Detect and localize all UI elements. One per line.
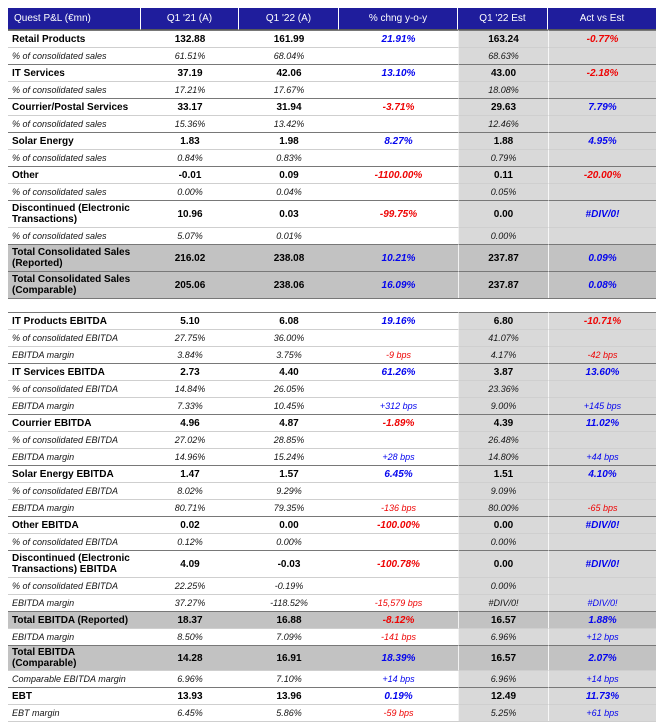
- act-vs-est-cell: 0.09%: [548, 244, 656, 271]
- pct-chng-yoy-cell: 19.16%: [339, 312, 458, 329]
- act-vs-est-cell: 13.60%: [548, 363, 656, 380]
- table-row: [8, 363, 656, 380]
- q1-22-actual-cell: 0.00: [239, 516, 339, 533]
- q1-22-actual-cell: 0.09: [239, 166, 339, 183]
- pct-chng-yoy-cell: [339, 149, 458, 166]
- q1-22-actual-cell: 17.67%: [239, 81, 339, 98]
- q1-22-est-cell: 0.11: [458, 166, 548, 183]
- row-label: % of consolidated sales: [8, 183, 141, 200]
- pct-chng-yoy-cell: 0.19%: [339, 687, 458, 704]
- q1-22-actual-cell: 79.35%: [239, 499, 339, 516]
- q1-21-actual-cell: 6.96%: [141, 670, 239, 687]
- q1-21-actual-cell: 0.12%: [141, 533, 239, 550]
- table-row: [8, 47, 656, 64]
- column-header-metric: Quest P&L (€mn): [8, 8, 141, 30]
- pct-chng-yoy-cell: 13.10%: [339, 64, 458, 81]
- row-label: Solar Energy: [8, 132, 141, 149]
- table-row: [8, 670, 656, 687]
- table-row: [8, 227, 656, 244]
- act-vs-est-cell: -20.00%: [548, 166, 656, 183]
- pct-chng-yoy-cell: [339, 227, 458, 244]
- act-vs-est-cell: [548, 47, 656, 64]
- row-label: EBT: [8, 687, 141, 704]
- q1-22-actual-cell: -0.03: [239, 550, 339, 577]
- q1-22-est-cell: 3.87: [458, 363, 548, 380]
- row-label: Retail Products: [8, 30, 141, 47]
- q1-22-actual-cell: 3.75%: [239, 346, 339, 363]
- act-vs-est-cell: +145 bps: [548, 397, 656, 414]
- row-label: Total EBITDA (Comparable): [8, 645, 141, 670]
- table-row: [8, 550, 656, 577]
- q1-21-actual-cell: 1.83: [141, 132, 239, 149]
- table-row: [8, 431, 656, 448]
- act-vs-est-cell: +61 bps: [548, 704, 656, 721]
- row-label: Other: [8, 166, 141, 183]
- pct-chng-yoy-cell: -59 bps: [339, 704, 458, 721]
- q1-21-actual-cell: 205.06: [141, 271, 239, 298]
- pct-chng-yoy-cell: [339, 482, 458, 499]
- pct-chng-yoy-cell: 10.21%: [339, 244, 458, 271]
- pct-chng-yoy-cell: 6.45%: [339, 465, 458, 482]
- q1-22-actual-cell: 31.94: [239, 98, 339, 115]
- table-row: [8, 516, 656, 533]
- q1-22-est-cell: 4.39: [458, 414, 548, 431]
- q1-22-est-cell: 23.36%: [458, 380, 548, 397]
- q1-22-est-cell: 26.48%: [458, 431, 548, 448]
- q1-21-actual-cell: 18.37: [141, 611, 239, 628]
- pct-chng-yoy-cell: 18.39%: [339, 645, 458, 670]
- column-header-q1-22-actual: Q1 '22 (A): [239, 8, 339, 30]
- pnl-sales-table: [8, 8, 656, 299]
- sales-section: [8, 30, 656, 298]
- row-label: % of consolidated sales: [8, 149, 141, 166]
- table-row: [8, 448, 656, 465]
- q1-22-est-cell: 5.25%: [458, 704, 548, 721]
- q1-22-actual-cell: 13.96: [239, 687, 339, 704]
- row-label: IT Services: [8, 64, 141, 81]
- table-row: [8, 98, 656, 115]
- table-row: [8, 482, 656, 499]
- row-label: Discontinued (Electronic Transactions): [8, 200, 141, 227]
- pct-chng-yoy-cell: [339, 115, 458, 132]
- table-row: [8, 271, 656, 298]
- q1-22-est-cell: 237.87: [458, 244, 548, 271]
- row-label: EBITDA margin: [8, 448, 141, 465]
- row-label: EBT margin: [8, 704, 141, 721]
- pct-chng-yoy-cell: 61.26%: [339, 363, 458, 380]
- q1-22-actual-cell: 7.10%: [239, 670, 339, 687]
- q1-22-actual-cell: 1.57: [239, 465, 339, 482]
- row-label: Total Consolidated Sales (Reported): [8, 244, 141, 271]
- row-label: % of consolidated EBITDA: [8, 533, 141, 550]
- act-vs-est-cell: [548, 81, 656, 98]
- pct-chng-yoy-cell: 21.91%: [339, 30, 458, 47]
- q1-22-actual-cell: 238.08: [239, 244, 339, 271]
- q1-22-actual-cell: 6.08: [239, 312, 339, 329]
- q1-22-est-cell: 18.08%: [458, 81, 548, 98]
- row-label: Courrier/Postal Services: [8, 98, 141, 115]
- act-vs-est-cell: [548, 482, 656, 499]
- row-label: % of consolidated sales: [8, 115, 141, 132]
- act-vs-est-cell: 2.07%: [548, 645, 656, 670]
- act-vs-est-cell: 4.10%: [548, 465, 656, 482]
- table-row: [8, 64, 656, 81]
- q1-22-est-cell: 0.00%: [458, 227, 548, 244]
- q1-21-actual-cell: 132.88: [141, 30, 239, 47]
- q1-22-actual-cell: 5.86%: [239, 704, 339, 721]
- act-vs-est-cell: 7.79%: [548, 98, 656, 115]
- q1-22-actual-cell: 0.04%: [239, 183, 339, 200]
- header-row: [8, 8, 656, 30]
- pct-chng-yoy-cell: 8.27%: [339, 132, 458, 149]
- act-vs-est-cell: +44 bps: [548, 448, 656, 465]
- pct-chng-yoy-cell: -8.12%: [339, 611, 458, 628]
- table-row: [8, 166, 656, 183]
- act-vs-est-cell: +14 bps: [548, 670, 656, 687]
- q1-21-actual-cell: 22.25%: [141, 577, 239, 594]
- row-label: Solar Energy EBITDA: [8, 465, 141, 482]
- q1-21-actual-cell: 37.27%: [141, 594, 239, 611]
- table-row: [8, 81, 656, 98]
- row-label: IT Products EBITDA: [8, 312, 141, 329]
- row-label: % of consolidated sales: [8, 47, 141, 64]
- q1-22-est-cell: 0.00: [458, 550, 548, 577]
- pct-chng-yoy-cell: -9 bps: [339, 346, 458, 363]
- q1-21-actual-cell: 216.02: [141, 244, 239, 271]
- q1-22-est-cell: 41.07%: [458, 329, 548, 346]
- q1-22-actual-cell: 15.24%: [239, 448, 339, 465]
- pct-chng-yoy-cell: [339, 431, 458, 448]
- q1-21-actual-cell: 13.93: [141, 687, 239, 704]
- table-row: [8, 132, 656, 149]
- pct-chng-yoy-cell: +28 bps: [339, 448, 458, 465]
- q1-21-actual-cell: 14.84%: [141, 380, 239, 397]
- q1-22-est-cell: 6.96%: [458, 628, 548, 645]
- q1-21-actual-cell: 0.02: [141, 516, 239, 533]
- pct-chng-yoy-cell: +14 bps: [339, 670, 458, 687]
- act-vs-est-cell: 0.08%: [548, 271, 656, 298]
- q1-22-est-cell: 0.00: [458, 516, 548, 533]
- q1-22-est-cell: 0.79%: [458, 149, 548, 166]
- act-vs-est-cell: -10.71%: [548, 312, 656, 329]
- q1-22-est-cell: 14.80%: [458, 448, 548, 465]
- table-row: [8, 499, 656, 516]
- q1-22-actual-cell: 238.06: [239, 271, 339, 298]
- act-vs-est-cell: -65 bps: [548, 499, 656, 516]
- q1-21-actual-cell: 2.73: [141, 363, 239, 380]
- q1-22-est-cell: 1.51: [458, 465, 548, 482]
- act-vs-est-cell: [548, 149, 656, 166]
- q1-22-est-cell: 9.09%: [458, 482, 548, 499]
- q1-22-est-cell: 43.00: [458, 64, 548, 81]
- pct-chng-yoy-cell: [339, 577, 458, 594]
- q1-22-est-cell: 6.96%: [458, 670, 548, 687]
- pnl-ebitda-table: [8, 312, 656, 722]
- pct-chng-yoy-cell: [339, 533, 458, 550]
- row-label: EBITDA margin: [8, 346, 141, 363]
- pct-chng-yoy-cell: -15,579 bps: [339, 594, 458, 611]
- row-label: % of consolidated sales: [8, 81, 141, 98]
- q1-21-actual-cell: 33.17: [141, 98, 239, 115]
- act-vs-est-cell: [548, 431, 656, 448]
- q1-21-actual-cell: 61.51%: [141, 47, 239, 64]
- pct-chng-yoy-cell: -1.89%: [339, 414, 458, 431]
- q1-21-actual-cell: 27.02%: [141, 431, 239, 448]
- q1-22-actual-cell: -118.52%: [239, 594, 339, 611]
- q1-22-actual-cell: 68.04%: [239, 47, 339, 64]
- q1-21-actual-cell: 17.21%: [141, 81, 239, 98]
- q1-22-actual-cell: 13.42%: [239, 115, 339, 132]
- ebitda-section: [8, 312, 656, 721]
- act-vs-est-cell: 4.95%: [548, 132, 656, 149]
- pct-chng-yoy-cell: -99.75%: [339, 200, 458, 227]
- row-label: % of consolidated EBITDA: [8, 380, 141, 397]
- table-row: [8, 149, 656, 166]
- table-row: [8, 244, 656, 271]
- row-label: EBITDA margin: [8, 397, 141, 414]
- q1-22-est-cell: 9.00%: [458, 397, 548, 414]
- row-label: Courrier EBITDA: [8, 414, 141, 431]
- q1-22-est-cell: #DIV/0!: [458, 594, 548, 611]
- q1-22-actual-cell: 0.03: [239, 200, 339, 227]
- column-header-pct-chng-yoy: % chng y-o-y: [339, 8, 458, 30]
- act-vs-est-cell: [548, 329, 656, 346]
- q1-21-actual-cell: -0.01: [141, 166, 239, 183]
- q1-22-actual-cell: 4.87: [239, 414, 339, 431]
- q1-22-actual-cell: 36.00%: [239, 329, 339, 346]
- pct-chng-yoy-cell: -3.71%: [339, 98, 458, 115]
- row-label: IT Services EBITDA: [8, 363, 141, 380]
- table-row: [8, 183, 656, 200]
- table-row: [8, 30, 656, 47]
- q1-21-actual-cell: 1.47: [141, 465, 239, 482]
- act-vs-est-cell: [548, 227, 656, 244]
- q1-22-est-cell: 0.00%: [458, 533, 548, 550]
- q1-22-actual-cell: 0.00%: [239, 533, 339, 550]
- table-row: [8, 397, 656, 414]
- pct-chng-yoy-cell: -100.78%: [339, 550, 458, 577]
- q1-22-actual-cell: 16.88: [239, 611, 339, 628]
- q1-21-actual-cell: 5.07%: [141, 227, 239, 244]
- table-row: [8, 414, 656, 431]
- q1-21-actual-cell: 14.28: [141, 645, 239, 670]
- row-label: % of consolidated EBITDA: [8, 482, 141, 499]
- row-label: Comparable EBITDA margin: [8, 670, 141, 687]
- act-vs-est-cell: #DIV/0!: [548, 200, 656, 227]
- section-divider: [8, 299, 663, 312]
- q1-21-actual-cell: 0.84%: [141, 149, 239, 166]
- table-row: [8, 594, 656, 611]
- q1-21-actual-cell: 80.71%: [141, 499, 239, 516]
- q1-22-est-cell: 237.87: [458, 271, 548, 298]
- q1-22-actual-cell: 7.09%: [239, 628, 339, 645]
- q1-22-est-cell: 6.80: [458, 312, 548, 329]
- pct-chng-yoy-cell: [339, 329, 458, 346]
- pct-chng-yoy-cell: -141 bps: [339, 628, 458, 645]
- q1-22-actual-cell: 16.91: [239, 645, 339, 670]
- q1-22-est-cell: 16.57: [458, 645, 548, 670]
- act-vs-est-cell: +12 bps: [548, 628, 656, 645]
- q1-22-actual-cell: 4.40: [239, 363, 339, 380]
- q1-22-est-cell: 4.17%: [458, 346, 548, 363]
- table-row: [8, 533, 656, 550]
- q1-21-actual-cell: 14.96%: [141, 448, 239, 465]
- q1-21-actual-cell: 4.09: [141, 550, 239, 577]
- act-vs-est-cell: #DIV/0!: [548, 550, 656, 577]
- act-vs-est-cell: [548, 380, 656, 397]
- q1-21-actual-cell: 7.33%: [141, 397, 239, 414]
- act-vs-est-cell: [548, 533, 656, 550]
- pct-chng-yoy-cell: [339, 183, 458, 200]
- q1-22-est-cell: 12.49: [458, 687, 548, 704]
- q1-22-est-cell: 29.63: [458, 98, 548, 115]
- q1-21-actual-cell: 10.96: [141, 200, 239, 227]
- table-row: [8, 465, 656, 482]
- act-vs-est-cell: 11.73%: [548, 687, 656, 704]
- act-vs-est-cell: 11.02%: [548, 414, 656, 431]
- q1-21-actual-cell: 6.45%: [141, 704, 239, 721]
- column-header-q1-22-est: Q1 '22 Est: [458, 8, 548, 30]
- q1-22-actual-cell: 26.05%: [239, 380, 339, 397]
- row-label: % of consolidated EBITDA: [8, 577, 141, 594]
- act-vs-est-cell: 1.88%: [548, 611, 656, 628]
- column-header-act-vs-est: Act vs Est: [548, 8, 656, 30]
- pct-chng-yoy-cell: +312 bps: [339, 397, 458, 414]
- row-label: EBITDA margin: [8, 628, 141, 645]
- q1-21-actual-cell: 5.10: [141, 312, 239, 329]
- row-label: % of consolidated sales: [8, 227, 141, 244]
- row-label: Total EBITDA (Reported): [8, 611, 141, 628]
- q1-22-actual-cell: 0.83%: [239, 149, 339, 166]
- act-vs-est-cell: -0.77%: [548, 30, 656, 47]
- q1-22-actual-cell: 0.01%: [239, 227, 339, 244]
- q1-22-est-cell: 12.46%: [458, 115, 548, 132]
- q1-22-actual-cell: 161.99: [239, 30, 339, 47]
- q1-21-actual-cell: 4.96: [141, 414, 239, 431]
- row-label: EBITDA margin: [8, 499, 141, 516]
- table-row: [8, 704, 656, 721]
- row-label: Other EBITDA: [8, 516, 141, 533]
- pct-chng-yoy-cell: -136 bps: [339, 499, 458, 516]
- table-header: [8, 8, 656, 30]
- q1-22-est-cell: 1.88: [458, 132, 548, 149]
- q1-22-est-cell: 0.05%: [458, 183, 548, 200]
- row-label: % of consolidated EBITDA: [8, 329, 141, 346]
- q1-21-actual-cell: 27.75%: [141, 329, 239, 346]
- pct-chng-yoy-cell: [339, 380, 458, 397]
- table-row: [8, 611, 656, 628]
- q1-22-actual-cell: 28.85%: [239, 431, 339, 448]
- row-label: Discontinued (Electronic Transactions) EBITDA: [8, 550, 141, 577]
- table-row: [8, 628, 656, 645]
- act-vs-est-cell: [548, 183, 656, 200]
- q1-22-est-cell: 16.57: [458, 611, 548, 628]
- q1-21-actual-cell: 3.84%: [141, 346, 239, 363]
- row-label: EBITDA margin: [8, 594, 141, 611]
- q1-21-actual-cell: 8.02%: [141, 482, 239, 499]
- table-row: [8, 380, 656, 397]
- act-vs-est-cell: #DIV/0!: [548, 594, 656, 611]
- row-label: % of consolidated EBITDA: [8, 431, 141, 448]
- q1-22-actual-cell: 1.98: [239, 132, 339, 149]
- q1-22-est-cell: 0.00: [458, 200, 548, 227]
- pct-chng-yoy-cell: [339, 47, 458, 64]
- table-row: [8, 312, 656, 329]
- table-row: [8, 687, 656, 704]
- table-row: [8, 200, 656, 227]
- act-vs-est-cell: -42 bps: [548, 346, 656, 363]
- q1-22-actual-cell: 9.29%: [239, 482, 339, 499]
- pct-chng-yoy-cell: 16.09%: [339, 271, 458, 298]
- pct-chng-yoy-cell: -100.00%: [339, 516, 458, 533]
- q1-21-actual-cell: 15.36%: [141, 115, 239, 132]
- q1-22-actual-cell: 42.06: [239, 64, 339, 81]
- q1-22-est-cell: 80.00%: [458, 499, 548, 516]
- table-row: [8, 577, 656, 594]
- row-label: Total Consolidated Sales (Comparable): [8, 271, 141, 298]
- q1-22-actual-cell: -0.19%: [239, 577, 339, 594]
- q1-21-actual-cell: 37.19: [141, 64, 239, 81]
- q1-22-est-cell: 163.24: [458, 30, 548, 47]
- act-vs-est-cell: #DIV/0!: [548, 516, 656, 533]
- act-vs-est-cell: -2.18%: [548, 64, 656, 81]
- q1-21-actual-cell: 0.00%: [141, 183, 239, 200]
- table-row: [8, 346, 656, 363]
- q1-22-est-cell: 68.63%: [458, 47, 548, 64]
- q1-21-actual-cell: 8.50%: [141, 628, 239, 645]
- table-row: [8, 115, 656, 132]
- pct-chng-yoy-cell: -1100.00%: [339, 166, 458, 183]
- q1-22-est-cell: 0.00%: [458, 577, 548, 594]
- column-header-q1-21-actual: Q1 '21 (A): [141, 8, 239, 30]
- act-vs-est-cell: [548, 577, 656, 594]
- pct-chng-yoy-cell: [339, 81, 458, 98]
- table-row: [8, 329, 656, 346]
- q1-22-actual-cell: 10.45%: [239, 397, 339, 414]
- act-vs-est-cell: [548, 115, 656, 132]
